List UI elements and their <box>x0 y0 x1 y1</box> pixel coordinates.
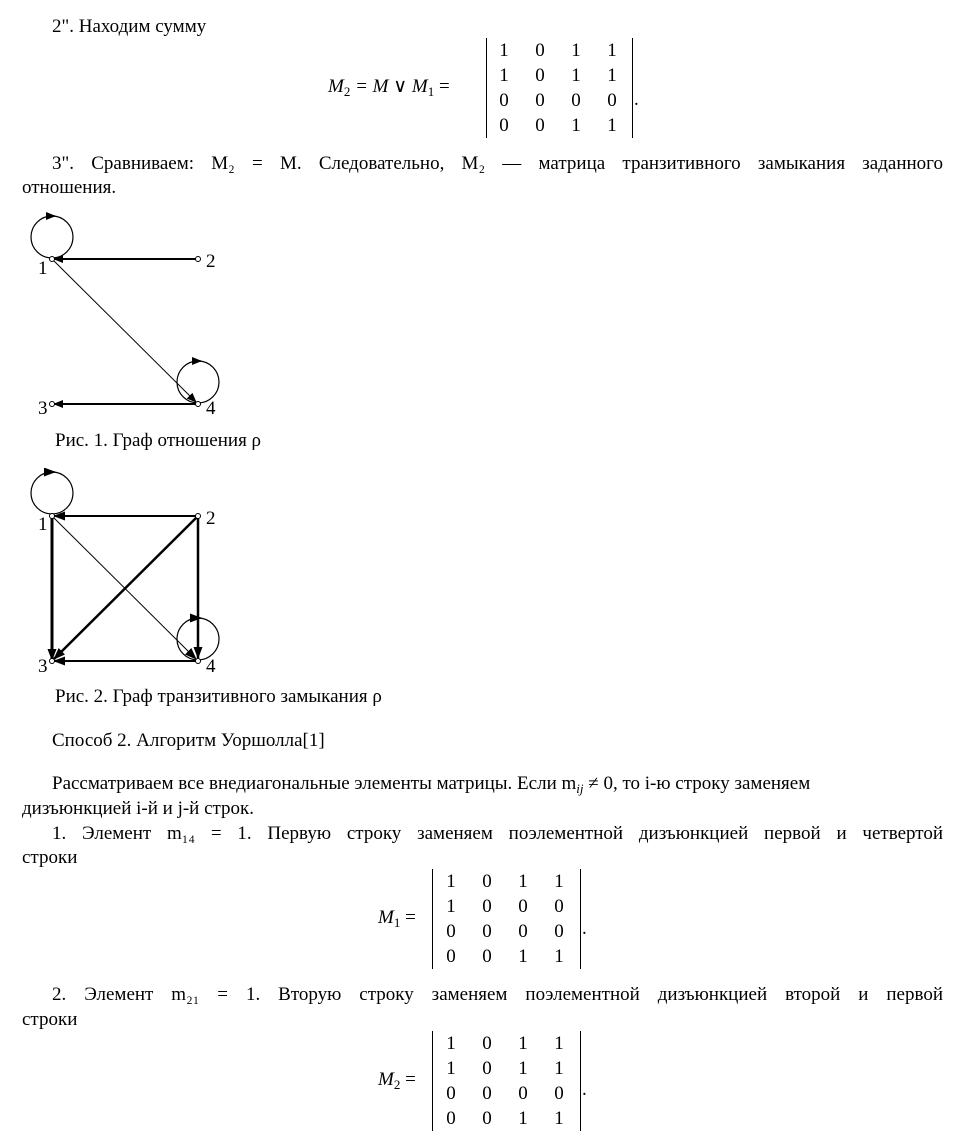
matrix-cell: 1 <box>518 1033 528 1054</box>
graph1-diagram <box>20 212 260 422</box>
item1-lhs: $M_1$ = <box>378 907 416 930</box>
graph1-loop-1 <box>31 216 73 258</box>
item2-lhs: $M_2$ = <box>378 1069 416 1092</box>
item2-line1: 2. Элемент m₂₁ = 1. Вторую строку заменяем поэлементной дизъюнкцией второй и первой <box>52 984 943 1005</box>
matrix-row <box>486 113 630 138</box>
matrix-cell: 0 <box>482 1083 492 1104</box>
item1-line1: 1. Элемент m₁₄ = 1. Первую строку заменяем поэлементной дизъюнкцией первой и четвертой <box>52 823 943 844</box>
matrix-row <box>486 63 630 88</box>
para1-line1: Рассматриваем все внедиагональные элементы матрицы. Если $m_{ij} \ne 0$, то i-ю строку заменяем <box>52 773 811 796</box>
period: . <box>634 89 639 110</box>
graph1-node-3: 3 <box>38 398 48 419</box>
graph1-node-4: 4 <box>206 398 216 419</box>
matrix-cell: 1 <box>607 115 617 136</box>
matrix-bar-right <box>632 38 633 138</box>
matrix-cell: 1 <box>554 871 564 892</box>
eq1-lhs: $M_2 = M$ ∨ $M_1$ = <box>328 76 450 99</box>
matrix-cell: 1 <box>446 1033 456 1054</box>
graph2-edge-1-4 <box>52 516 196 659</box>
matrix-cell: 0 <box>499 115 509 136</box>
matrix-cell: 1 <box>499 40 509 61</box>
matrix-row <box>433 1081 577 1106</box>
graph1-caption: Рис. 1. Граф отношения ρ <box>55 430 262 451</box>
matrix-cell: 0 <box>554 1083 564 1104</box>
matrix-m2-bar-right <box>580 1031 581 1131</box>
matrix-cell: 1 <box>446 871 456 892</box>
matrix-cell: 1 <box>554 1033 564 1054</box>
graph1-node-1: 1 <box>38 258 48 279</box>
matrix-cell: 1 <box>607 65 617 86</box>
matrix-row <box>433 1031 577 1056</box>
matrix-cell: 0 <box>535 90 545 111</box>
matrix-cell: 0 <box>446 946 456 967</box>
matrix-cell: 0 <box>482 946 492 967</box>
matrix-cell: 0 <box>482 921 492 942</box>
matrix-m2 <box>433 1031 577 1131</box>
matrix-m1 <box>433 869 577 969</box>
matrix-cell: 0 <box>446 1083 456 1104</box>
graph2-node-1: 1 <box>38 514 48 535</box>
matrix-cell: 0 <box>554 896 564 917</box>
matrix-cell: 0 <box>571 90 581 111</box>
item2-line2: строки <box>22 1009 78 1030</box>
matrix-cell: 1 <box>518 871 528 892</box>
matrix-m2-sum <box>486 38 630 138</box>
matrix-cell: 0 <box>482 1058 492 1079</box>
matrix-cell: 1 <box>571 115 581 136</box>
graph2-node-4: 4 <box>206 656 216 677</box>
step2-label: 2". Находим сумму <box>52 16 207 37</box>
period: . <box>582 1079 587 1100</box>
matrix-cell: 0 <box>607 90 617 111</box>
item1-line2: строки <box>22 847 78 868</box>
graph2-loop-1 <box>31 472 73 514</box>
matrix-cell: 0 <box>482 1033 492 1054</box>
matrix-cell: 0 <box>535 40 545 61</box>
matrix-cell: 1 <box>607 40 617 61</box>
graph2-edge-2-3 <box>54 516 198 659</box>
matrix-cell: 1 <box>554 1058 564 1079</box>
matrix-row <box>433 894 577 919</box>
method2-title: Способ 2. Алгоритм Уоршолла[1] <box>52 730 325 751</box>
matrix-cell: 1 <box>499 65 509 86</box>
matrix-cell: 0 <box>535 65 545 86</box>
para1-line2: дизъюнкцией i-й и j-й строк. <box>22 798 255 819</box>
matrix-row <box>486 88 630 113</box>
matrix-row <box>486 38 630 63</box>
matrix-row <box>433 869 577 894</box>
matrix-row <box>433 1056 577 1081</box>
graph2-diagram <box>20 468 260 678</box>
matrix-cell: 1 <box>518 946 528 967</box>
step3-line1: 3". Сравниваем: M₂ = M. Следовательно, M₂ — матрица транзитивного замыкания заданного <box>52 153 943 174</box>
matrix-cell: 1 <box>554 946 564 967</box>
matrix-cell: 1 <box>518 1108 528 1129</box>
matrix-cell: 1 <box>446 896 456 917</box>
graph2-caption: Рис. 2. Граф транзитивного замыкания ρ <box>55 686 382 707</box>
matrix-row <box>433 944 577 969</box>
matrix-cell: 0 <box>482 1108 492 1129</box>
matrix-cell: 0 <box>554 921 564 942</box>
matrix-cell: 0 <box>535 115 545 136</box>
matrix-row <box>433 1106 577 1131</box>
matrix-cell: 1 <box>554 1108 564 1129</box>
matrix-row <box>433 919 577 944</box>
graph2-node-2: 2 <box>206 508 216 529</box>
matrix-cell: 0 <box>482 871 492 892</box>
graph1-node-2: 2 <box>206 251 216 272</box>
matrix-cell: 1 <box>571 65 581 86</box>
graph1-loop-4 <box>177 361 219 403</box>
matrix-m1-bar-right <box>580 869 581 969</box>
matrix-cell: 0 <box>446 921 456 942</box>
period: . <box>582 918 587 939</box>
matrix-cell: 0 <box>518 1083 528 1104</box>
matrix-cell: 1 <box>571 40 581 61</box>
matrix-cell: 0 <box>518 896 528 917</box>
step3-line2: отношения. <box>22 177 117 198</box>
graph1-edge-1-4 <box>52 259 196 402</box>
graph2-node-3: 3 <box>38 656 48 677</box>
matrix-cell: 1 <box>518 1058 528 1079</box>
matrix-cell: 1 <box>446 1058 456 1079</box>
matrix-cell: 0 <box>518 921 528 942</box>
matrix-cell: 0 <box>482 896 492 917</box>
matrix-cell: 0 <box>446 1108 456 1129</box>
matrix-cell: 0 <box>499 90 509 111</box>
